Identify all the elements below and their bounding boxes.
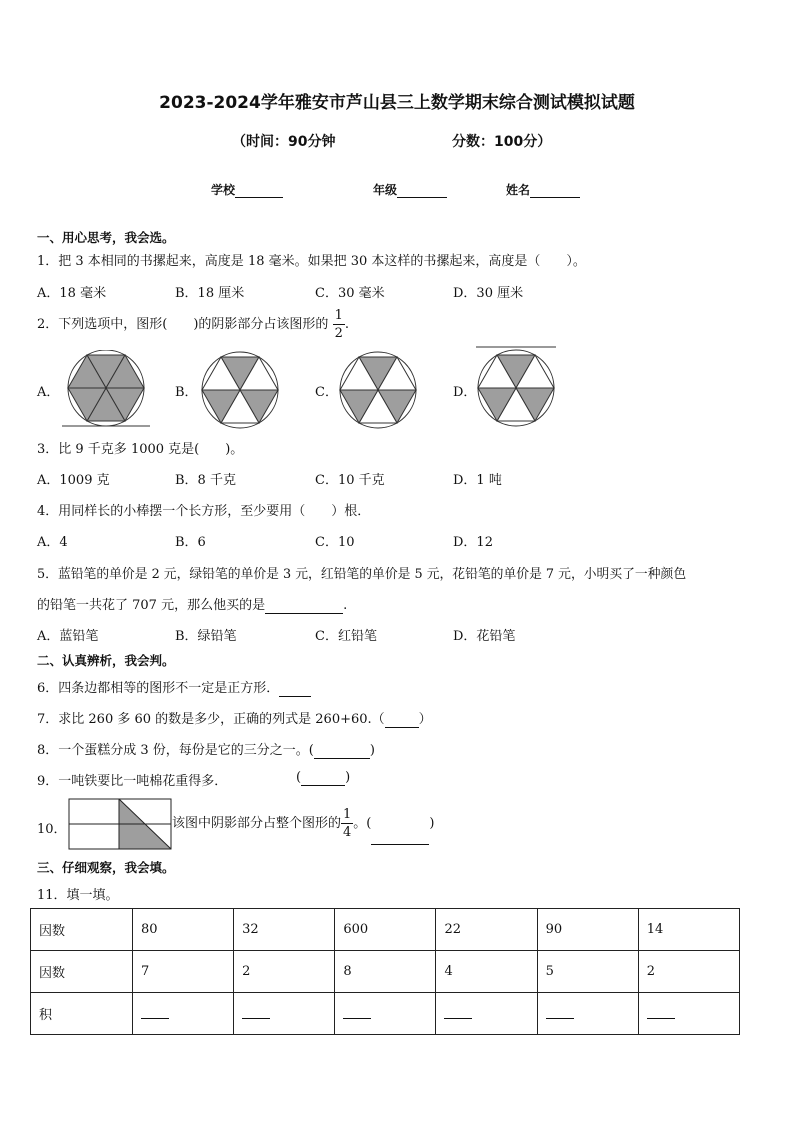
- q2-figure-c: [338, 350, 418, 430]
- q5-answer-blank: [265, 598, 343, 614]
- q9-text: 9．一吨铁要比一吨棉花重得多．: [37, 774, 228, 789]
- table-cell: 90: [537, 909, 638, 951]
- table-cell: 因数: [31, 909, 133, 951]
- q11-table: [30, 908, 740, 1035]
- table-cell: 2: [638, 951, 739, 993]
- q9-answer: [296, 770, 350, 786]
- table-cell-blank: [537, 993, 638, 1035]
- q7: [37, 708, 432, 728]
- q1-option-d: D．30 厘米: [453, 286, 524, 301]
- q8: [37, 739, 375, 759]
- answer-blank: [647, 1018, 675, 1019]
- table-row: [31, 909, 740, 951]
- table-cell: 14: [638, 909, 739, 951]
- q10-figure: [68, 798, 172, 850]
- answer-blank: [141, 1018, 169, 1019]
- q3-text: 3．比 9 千克多 1000 克是( )。: [37, 442, 244, 457]
- table-cell: 因数: [31, 951, 133, 993]
- q9-end: ): [345, 770, 351, 785]
- section3-heading: 三、仔细观察，我会填。: [37, 860, 175, 875]
- answer-blank: [242, 1018, 270, 1019]
- table-cell: 80: [133, 909, 234, 951]
- q5-option-c: C．红铅笔: [315, 629, 377, 644]
- table-cell-blank: [234, 993, 335, 1035]
- q5-option-a: A．蓝铅笔: [37, 629, 99, 644]
- q10-text-main: 该图中阴影部分占整个图形的: [172, 816, 342, 831]
- school-blank: [235, 183, 283, 198]
- q3-option-a: A．1009 克: [37, 473, 110, 488]
- q4-option-d: D．12: [453, 535, 493, 550]
- q6-text: 6．四条边都相等的图形不一定是正方形．: [37, 681, 280, 696]
- table-cell: 7: [133, 951, 234, 993]
- q1-text: 1．把 3 本相同的书摞起来，高度是 18 毫米。如果把 30 本这样的书摞起来，高度是（ ）。: [37, 254, 586, 269]
- q6: [37, 677, 311, 697]
- q4-text: 4．用同样长的小棒摆一个长方形，至少要用（ ）根．: [37, 504, 371, 519]
- q9-answer-blank: [301, 770, 345, 786]
- q10-fraction-numerator: 1: [343, 807, 352, 822]
- name-field: [506, 181, 580, 198]
- section1-heading: 一、用心思考，我会选。: [37, 230, 175, 245]
- q1-option-b: B．18 厘米: [175, 286, 245, 301]
- table-cell-blank: [335, 993, 436, 1035]
- table-cell: 4: [436, 951, 537, 993]
- q5-line2-text: 的铅笔一共花了 707 元，那么他买的是: [37, 598, 266, 613]
- q5-line1: 5．蓝铅笔的单价是 2 元，绿铅笔的单价是 3 元，红铅笔的单价是 5 元，花铅笔的单价是 7 元，小明买了一种颜色: [37, 567, 687, 582]
- answer-blank: [343, 1018, 371, 1019]
- q5-option-d: D．花铅笔: [453, 629, 516, 644]
- answer-blank: [444, 1018, 472, 1019]
- grade-label: 年级: [373, 183, 398, 197]
- q2-option-d-label: D．: [453, 385, 477, 400]
- q5-line2-end: .: [343, 598, 348, 613]
- section2-heading: 二、认真辨析，我会判。: [37, 653, 175, 668]
- table-cell: 积: [31, 993, 133, 1035]
- grade-field: [373, 181, 447, 198]
- q4-option-b: B．6: [175, 535, 206, 550]
- q1-option-c: C．30 毫米: [315, 286, 385, 301]
- q2-text-before: 2．下列选项中，图形( )的阴影部分占该图形的: [37, 317, 329, 332]
- table-cell: 22: [436, 909, 537, 951]
- q10-open: 。(: [353, 816, 372, 831]
- q2-fraction-denominator: 2: [334, 326, 343, 341]
- q3-option-c: C．10 千克: [315, 473, 385, 488]
- table-row: [31, 993, 740, 1035]
- q8-answer-blank: [314, 743, 370, 759]
- q2-figure-d: [474, 344, 558, 430]
- q3-option-b: B．8 千克: [175, 473, 236, 488]
- q10-fraction-denominator: 4: [343, 825, 352, 840]
- table-cell: 2: [234, 951, 335, 993]
- q8-end: ): [369, 743, 375, 758]
- table-cell: 8: [335, 951, 436, 993]
- q10-fraction: [341, 808, 353, 839]
- q8-text: 8．一个蛋糕分成 3 份，每份是它的三分之一。(: [37, 743, 314, 758]
- table-cell-blank: [638, 993, 739, 1035]
- exam-time: （时间：90分钟: [232, 134, 336, 150]
- q2-option-c-label: C．: [315, 385, 338, 400]
- q2-fraction: [333, 309, 345, 340]
- q3-option-d: D．1 吨: [453, 473, 502, 488]
- table-cell-blank: [133, 993, 234, 1035]
- grade-blank: [397, 183, 447, 198]
- q2-option-a-label: A．: [37, 385, 60, 400]
- q6-answer-blank: [279, 681, 311, 697]
- q2-fraction-numerator: 1: [334, 308, 343, 323]
- q7-end: ）: [418, 712, 432, 727]
- q2-text-after: .: [344, 317, 349, 332]
- q10-answer-blank: [371, 804, 429, 845]
- q2-figure-a: [60, 350, 152, 430]
- name-label: 姓名: [506, 183, 531, 197]
- table-cell: 5: [537, 951, 638, 993]
- q10-text: [172, 804, 434, 845]
- q4-option-c: C．10: [315, 535, 355, 550]
- table-cell: 32: [234, 909, 335, 951]
- q4-option-a: A．4: [37, 535, 68, 550]
- table-cell-blank: [436, 993, 537, 1035]
- page-title: 2023-2024学年雅安市芦山县三上数学期末综合测试模拟试题: [159, 93, 635, 113]
- q5-option-b: B．绿铅笔: [175, 629, 237, 644]
- q11-text: 11．填一填。: [37, 888, 119, 903]
- q10-label: 10．: [37, 822, 67, 837]
- q2-option-b-label: B．: [175, 385, 198, 400]
- q1-option-a: A．18 毫米: [37, 286, 107, 301]
- q5-line2: [37, 594, 347, 614]
- q7-answer-blank: [385, 712, 419, 728]
- q10-end: ): [429, 816, 435, 831]
- exam-score: 分数：100分）: [452, 134, 552, 150]
- school-label: 学校: [211, 183, 236, 197]
- q7-text: 7．求比 260 多 60 的数是多少，正确的列式是 260+60.（: [37, 712, 385, 727]
- name-blank: [530, 183, 580, 198]
- table-row: [31, 951, 740, 993]
- q9-open: (: [296, 770, 302, 785]
- answer-blank: [546, 1018, 574, 1019]
- table-cell: 600: [335, 909, 436, 951]
- school-field: [211, 181, 283, 198]
- q2-figure-b: [200, 350, 280, 430]
- q2-text: [37, 309, 349, 341]
